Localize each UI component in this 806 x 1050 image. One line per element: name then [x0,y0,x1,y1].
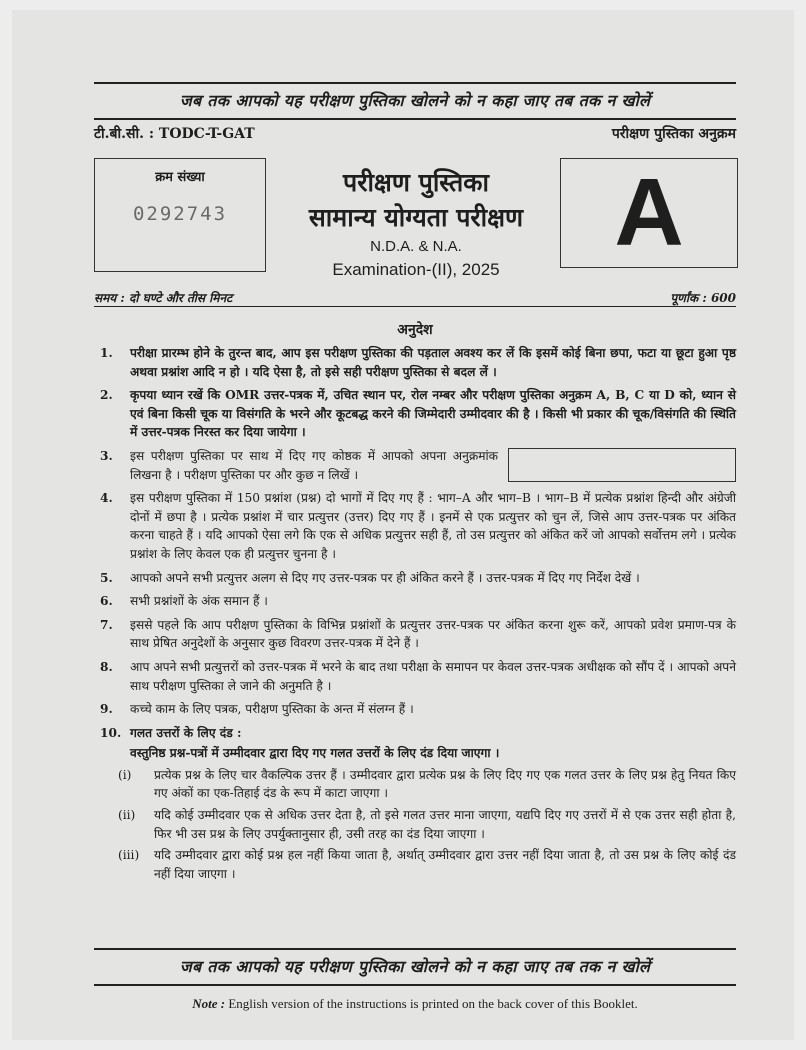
instruction-item [94,344,736,381]
instruction-text: कच्चे काम के लिए पत्रक, परीक्षण पुस्तिका के अन्त में संलग्न हैं । [130,702,414,717]
instruction-item [94,616,736,653]
penalty-point-number: (iii) [118,848,140,863]
serial-label: क्रम संख्या [155,170,205,185]
instruction-number: 2. [100,388,113,403]
instruction-text: इस परीक्षण पुस्तिका में 150 प्रश्नांश (प्रश्न) दो भागों में दिए गए हैं : भाग–A और भाग–B । भाग–B में प्रत्येक प्रश्नांश हिन्दी और अंग्रेजी दोनों में छपा है । प्रत्येक प्रश्नांश में चार प्रत्युत्तर (उत्तर) दिए गए हैं । इनमें से एक प्रत्युत्तर को चुन लें, जिसे आप उत्तर-पत्रक पर अंकित करना चाहते हैं । यदि आपको ऐसा लगे कि एक से अधिक प्रत्युत्तर सही हैं, तो उस प्रत्युत्तर को अंकित करें जो आपको सर्वोत्तम लगे । प्रत्येक प्रश्नांश के लिए केवल एक ही प्रत्युत्तर चुनना है । [130,491,736,561]
instruction-number: 3. [100,448,113,463]
instruction-number: 9. [100,702,113,717]
instruction-item [94,724,736,743]
title-block [284,166,548,282]
instruction-number: 6. [100,594,113,609]
instructions-heading: अनुदेश [397,322,433,338]
exam-time: समय : दो घण्टे और तीस मिनट [94,291,233,305]
top-warning-banner: जब तक आपको यह परीक्षण पुस्तिका खोलने को न कहा जाए तब तक न खोलें [94,82,736,120]
instruction-number: 5. [100,570,113,585]
instruction-text: आप अपने सभी प्रत्युत्तरों को उत्तर-पत्रक में भरने के बाद तथा परीक्षा के समापन पर केवल उत्तर-पत्रक अधीक्षक को सौंप दें । आपको अपने साथ परीक्षण पुस्तिका ले जाने की अनुमति है । [130,659,736,693]
instruction-text: सभी प्रश्नांशों के अंक समान हैं । [130,594,268,609]
instruction-item [94,447,736,484]
booklet-page [12,10,794,1040]
instruction-number: 1. [100,346,113,360]
instruction-item [94,700,736,719]
max-marks: पूर्णांक : 600 [670,291,736,305]
instruction-text: आपको अपने सभी प्रत्युत्तर अलग से दिए गए उत्तर-पत्रक पर ही अंकित करने हैं । उत्तर-पत्रक में दिए गए निर्देश देखें । [130,570,640,585]
penalty-point [94,846,736,883]
instruction-item [94,592,736,611]
penalty-point-text: यदि कोई उम्मीदवार एक से अधिक उत्तर देता है, तो इसे गलत उत्तर माना जाएगा, यद्यपि दिए गए उत्तरों में से एक उत्तर सही होता है, फिर भी उस प्रश्न के लिए उपर्युक्तानुसार ही, उसी तरह का दंड दिया जाएगा । [154,808,736,841]
title-line-4: Examination-(II), 2025 [332,260,500,279]
roll-number-box [508,448,736,482]
serial-number: 0292743 [132,203,228,225]
english-version-note [94,996,736,1012]
instruction-text: कृपया ध्यान रखें कि OMR उत्तर-पत्रक में, उचित स्थान पर, रोल नम्बर और परीक्षण पुस्तिका अनुक्रम A, B, C या D को, ध्यान से एवं बिना किसी चूक या विसंगति के भरने और कूटबद्ध करने की जिम्मेदारी उम्मीदवार की है । किसी भी प्रकार की चूक/विसंगति की स्थिति में उत्तर-पत्रक निरस्त कर दिया जायेगा । [130,388,736,440]
penalty-point-number: (i) [118,767,132,782]
instruction-text: इस परीक्षण पुस्तिका पर साथ में दिए गए कोष्ठक में आपको अपना अनुक्रमांक लिखना है । परीक्षण पुस्तिका पर और कुछ न लिखें । [130,448,498,482]
bottom-warning-banner: जब तक आपको यह परीक्षण पुस्तिका खोलने को न कहा जाए तब तक न खोलें [94,948,736,986]
instructions-list [94,344,736,886]
instruction-item [94,386,736,442]
title-line-2: सामान्य योग्यता परीक्षण [308,203,524,232]
note-label: Note : [192,996,226,1011]
penalty-intro: वस्तुनिष्ठ प्रश्न-पत्रों में उम्मीदवार द्वारा दिए गए गलत उत्तरों के लिए दंड दिया जाएगा । [130,746,500,761]
instruction-text: इससे पहले कि आप परीक्षण पुस्तिका के विभिन्न प्रश्नांशों के प्रत्युत्तर उत्तर-पत्रक पर अंकित करना शुरू करें, आपको प्रवेश प्रमाण-पत्र के साथ प्रेषित अनुदेशों के अनुसार कुछ विवरण उत्तर-पत्रक में देने हैं । [130,617,736,651]
note-text: English version of the instructions is printed on the back cover of this Booklet. [228,996,638,1011]
serial-number-box [94,158,266,272]
series-label: परीक्षण पुस्तिका अनुक्रम [611,126,736,142]
instruction-text: परीक्षा प्रारम्भ होने के तुरन्त बाद, आप इस परीक्षण पुस्तिका की पड़ताल अवश्य कर लें कि इसमें कोई बिना छपा, फटा या छूटा हुआ पृष्ठ अथवा प्रश्नांश आदि न हो । यदि ऐसा है, तो इसे सही परीक्षण पुस्तिका से बदल लें । [130,346,736,379]
divider [94,306,736,307]
series-letter-box: A [560,158,738,268]
penalty-point [94,766,736,803]
instruction-item [94,489,736,563]
penalty-point-text: प्रत्येक प्रश्न के लिए चार वैकल्पिक उत्तर हैं । उम्मीदवार द्वारा प्रत्येक प्रश्न के लिए दिए गए एक गलत उत्तर के लिए प्रश्न हेतु नियत किए गए अंकों का एक-तिहाई दंड के रूप में काटा जाएगा । [154,767,736,801]
title-line-1: परीक्षण पुस्तिका [343,168,489,197]
instruction-number: 4. [100,491,113,506]
penalty-point-text: यदि उम्मीदवार द्वारा कोई प्रश्न हल नहीं किया जाता है, अर्थात् उम्मीदवार द्वारा उत्तर नहीं दिया जाता है, तो उस प्रश्न के लिए कोई दंड नहीं दिया जाएगा । [154,848,736,881]
penalty-point-number: (ii) [118,808,136,823]
instruction-number: 8. [100,659,113,674]
instruction-number: 7. [100,617,113,632]
booklet-code: टी.बी.सी. : TODC-T-GAT [94,126,255,142]
instruction-number: 10. [100,725,122,740]
penalty-point [94,806,736,843]
instruction-text: गलत उत्तरों के लिए दंड : [130,725,242,740]
instruction-item [94,658,736,695]
title-line-3: N.D.A. & N.A. [370,238,462,255]
instruction-item [94,569,736,588]
